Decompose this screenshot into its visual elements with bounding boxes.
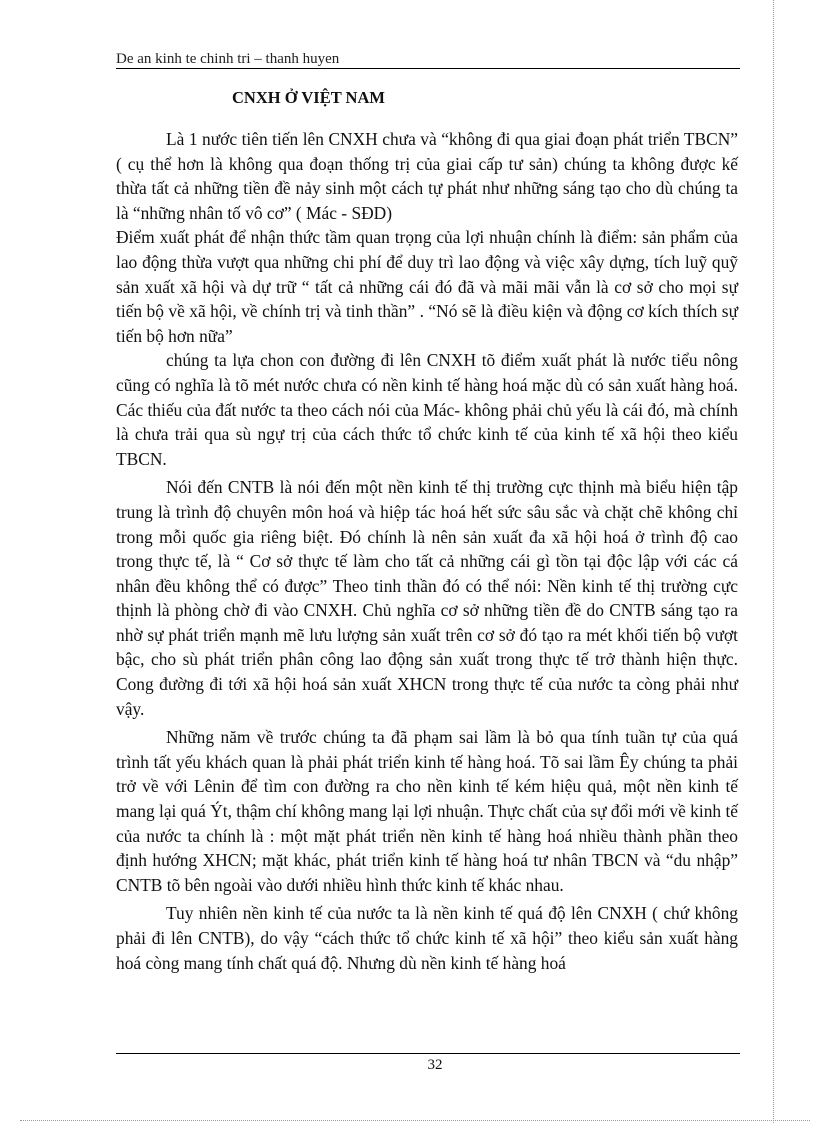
running-header: De an kinh te chinh tri – thanh huyen (116, 51, 340, 67)
page-number: 32 (427, 1057, 443, 1073)
page-edge-marker-right (773, 0, 814, 1123)
paragraph-2: Điểm xuất phát để nhận thức tầm quan trọng của lợi nhuận chính là điểm: sản phẩm của lao động thừa vượt qua những chi phí để duy trì lao động và việc xây dựng, tích luỹ quỹ sản xuất xã hội và dự trữ “ tất cả những cái đó đã và mãi mãi vẫn là cơ sở cho mọi sự tiến bộ về xã hội, về chính trị và tinh thần” . “Nó sẽ là điều kiện và động cơ kích thích sự tiến bộ hơn nữa” (116, 227, 738, 346)
body-text (116, 127, 738, 975)
paragraph-1: Là 1 nước tiên tiến lên CNXH chưa và “không đi qua giai đoạn phát triển TBCN” ( cụ thể hơn là không qua đoạn thống trị của giai cấp tư sản) chúng ta không được kế thừa tất cả những tiền đề nảy sinh một cách tự phát như những sáng tạo cho dù chúng ta là “những nhân tố vô cơ” ( Mác - SĐD) (116, 129, 738, 223)
header-divider (116, 68, 740, 69)
paragraph-4: Nói đến CNTB là nói đến một nền kinh tế thị trường cực thịnh mà biểu hiện tập trung là trình độ chuyên môn hoá và hiệp tác hoá hết sức sâu sắc và chặt chẽ không chỉ trong mỗi quốc gia riêng biệt. Đó chính là nên sản xuất đa xã hội hoá ở trình độ cao trong thực tế, là “ Cơ sở thực tế làm cho tất cả những cái gì tồn tại độc lập với các cá nhân đều không thể có được” Theo tinh thần đó có thể nói: Nền kinh tế thị trường cực thịnh là phòng chờ đi vào CNXH. Chủ nghĩa cơ sở những tiền đề do CNTB sáng tạo ra nhờ sự phát triển mạnh mẽ lưu lượng sản xuất trên cơ sở đó tạo ra mét khối tiến bộ vượt bậc, cho sù phát triển phân công lao động sản xuất trong thực tế trở thành hiện thực. Cong đường đi tới xã hội hoá sản xuất XHCN trong thực tế của nước ta còng phải như vậy. (116, 477, 738, 719)
paragraph-3: chúng ta lựa chon con đường đi lên CNXH tõ điểm xuất phát là nước tiểu nông cũng có nghĩa là tõ mét nước chưa có nền kinh tế hàng hoá mặc dù có sản xuất hàng hoá. Các thiếu của đất nước ta theo cách nói của Mác- không phải chủ yếu là cái đó, mà chính là chưa trải qua sù ngự trị của cách thức tổ chức kinh tế của kinh tế xã hội theo kiểu TBCN. (116, 350, 738, 469)
paragraph-5: Những năm về trước chúng ta đã phạm sai lầm là bỏ qua tính tuần tự của quá trình tất yếu khách quan là phải phát triển kinh tế hàng hoá. Tõ sai lầm Êy chúng ta phải trở về với Lênin để tìm con đường ra cho nền kinh tế kém hiệu quả, một nền kinh tế mang lại quá Ýt, thậm chí không mang lại lợi nhuận. Thực chất của sự đổi mới về kinh tế của nước ta chính là : một mặt phát triển nền kinh tế hàng hoá nhiều thành phần theo định hướng XHCN; mặt khác, phát triển kinh tế hàng hoá tư nhân TBCN và “du nhập” CNTB tõ bên ngoài vào dưới nhiều hình thức kinh tế khác nhau. (116, 727, 738, 895)
paragraph-6: Tuy nhiên nền kinh tế của nước ta là nền kinh tế quá độ lên CNXH ( chứ không phải đi lên CNTB), do vậy “cách thức tổ chức kinh tế xã hội” theo kiểu sản xuất hàng hoá còng mang tính chất quá độ. Nhưng dù nền kinh tế hàng hoá (116, 903, 738, 973)
section-title: CNXH Ở VIỆT NAM (232, 88, 385, 107)
page-edge-marker-bottom (20, 1120, 810, 1121)
footer-divider (116, 1053, 740, 1054)
